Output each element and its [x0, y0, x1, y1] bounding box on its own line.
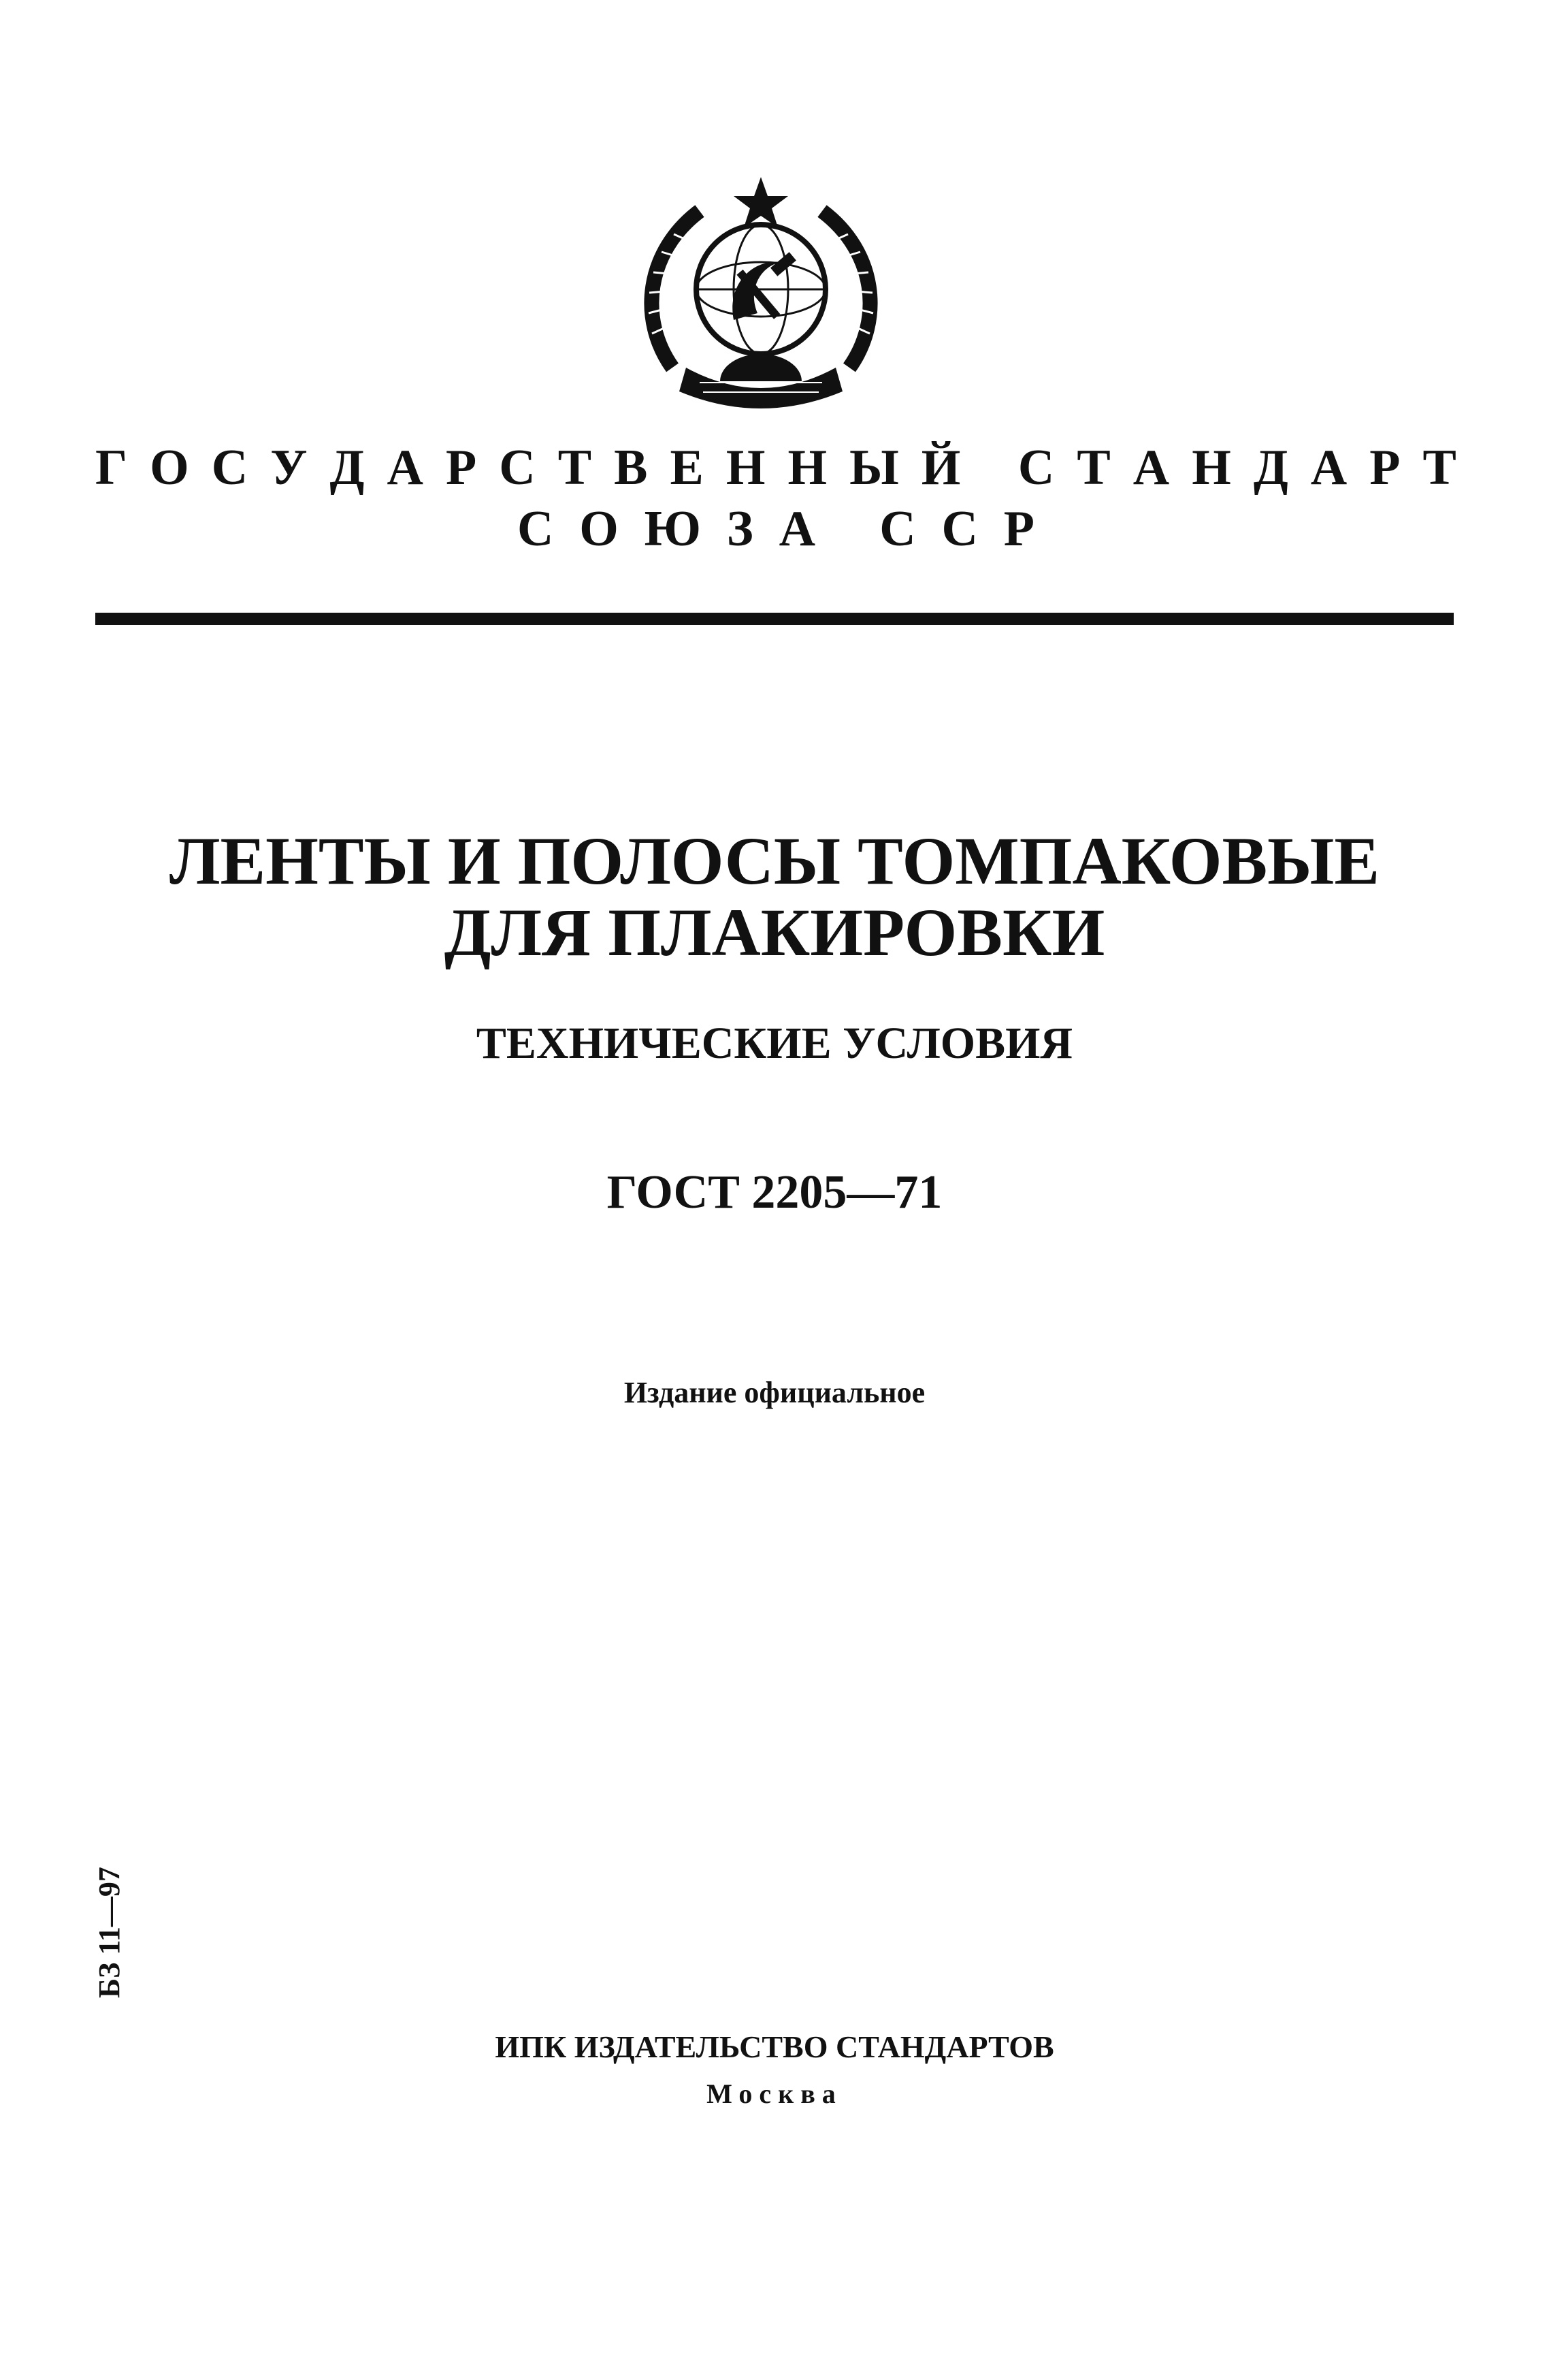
- header-letter: З: [726, 501, 753, 557]
- header-letter: Т: [1077, 440, 1111, 496]
- header-letter: А: [779, 501, 816, 557]
- header-letter: Е: [670, 440, 704, 496]
- header-letter: С: [517, 501, 554, 557]
- header-line-1: [95, 440, 1456, 496]
- header-letter: Т: [557, 440, 592, 496]
- document-title-line-1: ЛЕНТЫ И ПОЛОСЫ ТОМПАКОВЫЕ: [169, 823, 1380, 899]
- header-letter: Н: [1192, 440, 1231, 496]
- header-letter: С: [879, 501, 916, 557]
- header-letter: Г: [95, 440, 128, 496]
- header-letter: А: [1132, 440, 1170, 496]
- header-line-2: [517, 501, 1034, 557]
- header-word-gap: [841, 504, 854, 554]
- header-letter: С: [211, 440, 248, 496]
- header-rule: [95, 613, 1454, 625]
- header-letter: С: [1017, 440, 1055, 496]
- header-letter: Т: [1422, 440, 1456, 496]
- header-letter: С: [941, 501, 978, 557]
- header-letter: Ы: [849, 440, 899, 496]
- document-title-line-2: ДЛЯ ПЛАКИРОВКИ: [444, 895, 1105, 970]
- header-word-gap: [983, 443, 996, 493]
- header-letter: Н: [725, 440, 766, 496]
- header-letter: С: [499, 440, 536, 496]
- header-letter: Р: [445, 440, 477, 496]
- header-letter: У: [270, 440, 308, 496]
- header-letter: Й: [921, 440, 961, 496]
- header-letter: О: [150, 440, 189, 496]
- state-emblem-icon: [625, 163, 897, 422]
- header-letter: Р: [1003, 501, 1034, 557]
- side-code: БЗ 11—97: [93, 1867, 126, 1998]
- header-letter: А: [1310, 440, 1348, 496]
- header-letter: Н: [787, 440, 828, 496]
- header-letter: В: [614, 440, 648, 496]
- publisher: ИПК ИЗДАТЕЛЬСТВО СТАНДАРТОВ: [495, 2029, 1054, 2064]
- standard-number: ГОСТ 2205—71: [606, 1166, 943, 1219]
- header-letter: Р: [1369, 440, 1401, 496]
- header-letter: О: [579, 501, 619, 557]
- header-letter: Ю: [644, 501, 701, 557]
- header-letter: Д: [1253, 440, 1288, 496]
- header-letter: А: [387, 440, 423, 496]
- header-letter: Д: [329, 440, 365, 496]
- publisher-city: Москва: [706, 2078, 843, 2109]
- edition-note: Издание официальное: [623, 1376, 926, 1409]
- document-subtitle: ТЕХНИЧЕСКИЕ УСЛОВИЯ: [476, 1018, 1073, 1068]
